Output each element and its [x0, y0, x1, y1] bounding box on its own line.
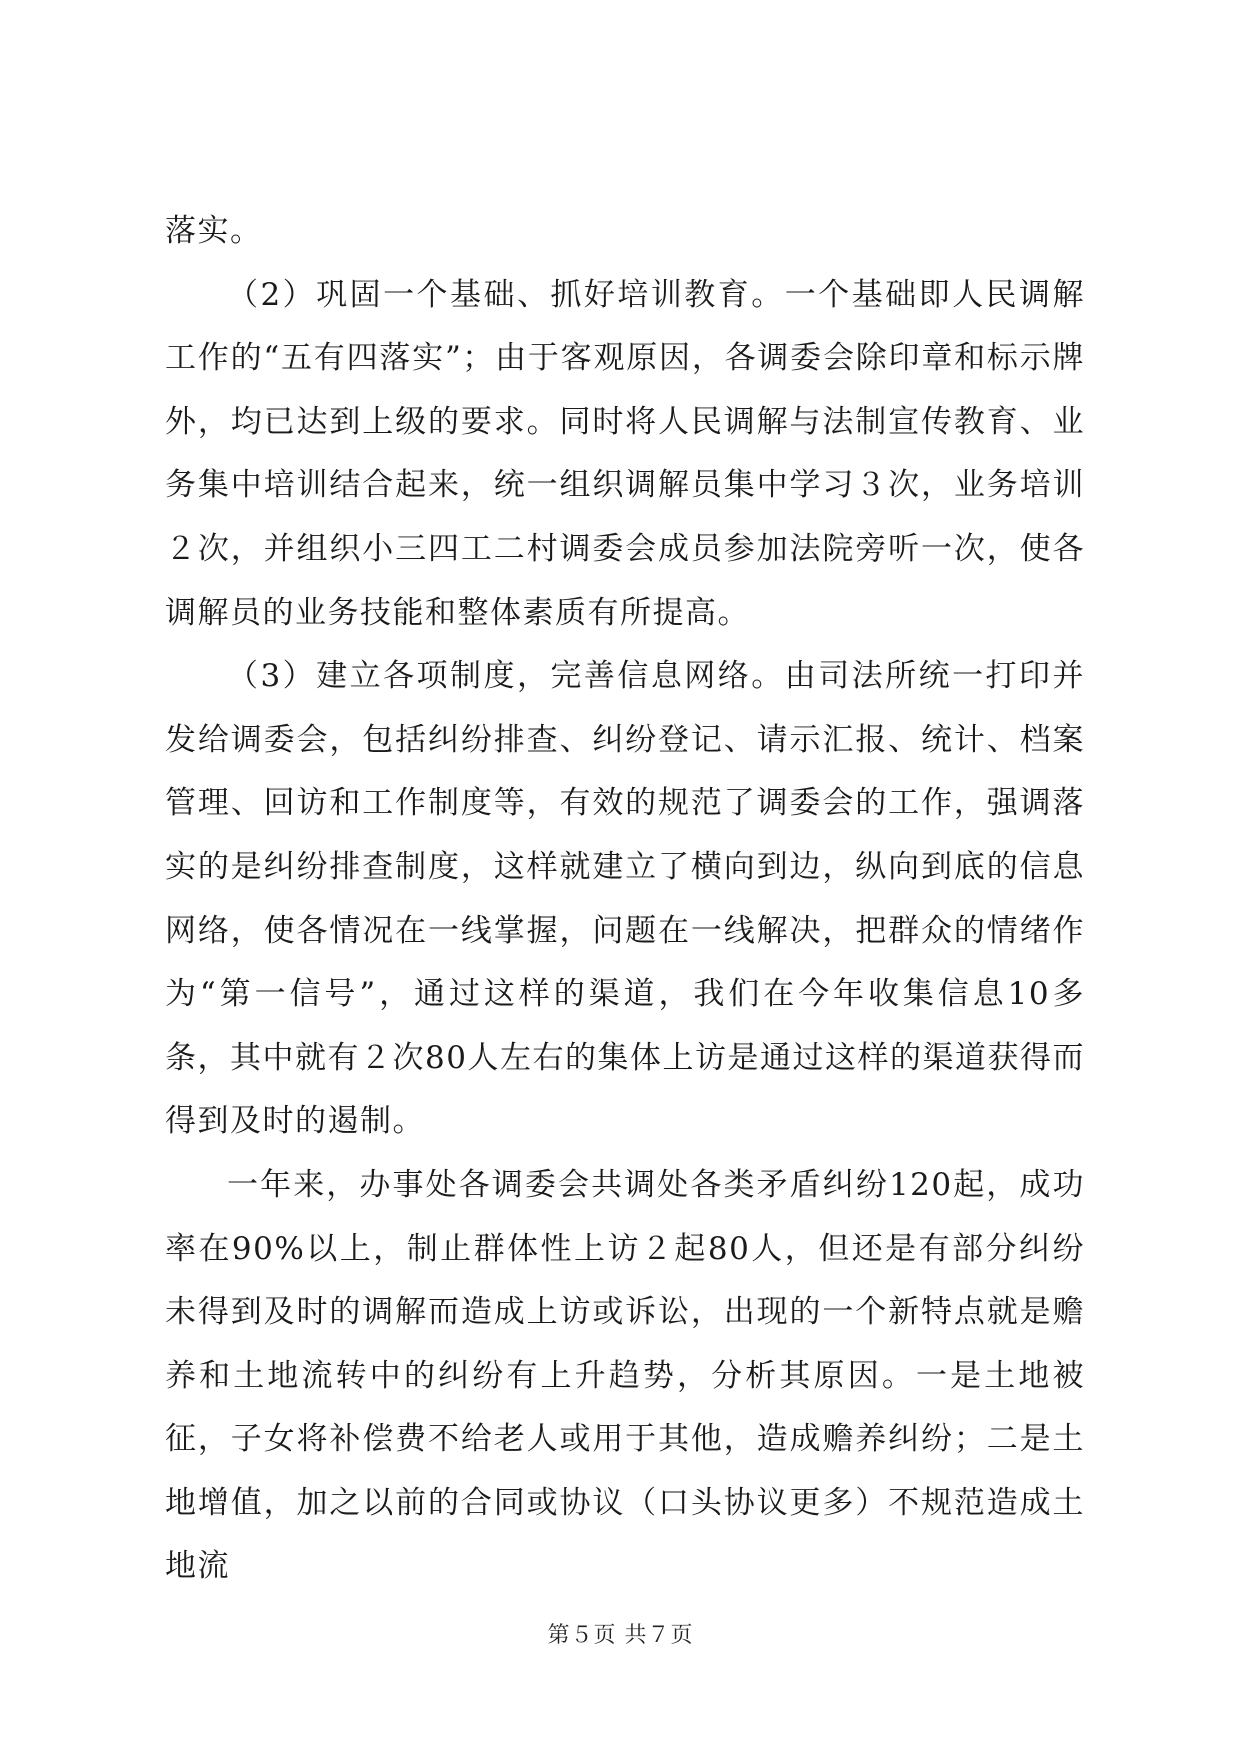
page-number-footer: 第５页 共７页	[547, 1623, 694, 1648]
paragraph-systems: （3）建立各项制度，完善信息网络。由司法所统一打印并发给调委会，包括纠纷排查、纠纷登记、请示汇报、统计、档案管理、回访和工作制度等，有效的规范了调委会的工作，强调落实的是纠纷排查制度，这样就建立了横向到边，纵向到底的信息网络，使各情况在一线掌握，问题在一线解决，把群众的情绪作为“第一信号”，通过这样的渠道，我们在今年收集信息10多条，其中就有２次80人左右的集体上访是通过这样的渠道获得而得到及时的遏制。	[165, 658, 1085, 1140]
paragraph-year-summary: 一年来，办事处各调委会共调处各类矛盾纠纷120起，成功率在90%以上，制止群体性上访２起80人，但还是有部分纠纷未得到及时的调解而造成上访或诉讼，出现的一个新特点就是赡养和土地流转中的纠纷有上升趋势，分析其原因。一是土地被征，子女将补偿费不给老人或用于其他，造成赡养纠纷；二是土地增值，加之以前的合同或协议（口头协议更多）不规范造成土地流	[165, 1166, 1085, 1585]
paragraph-continuation: 落实。	[165, 213, 263, 249]
paragraph-training: （2）巩固一个基础、抓好培训教育。一个基础即人民调解工作的“五有四落实”；由于客观原因，各调委会除印章和标示牌外，均已达到上级的要求。同时将人民调解与法制宣传教育、业务集中培训结合起来，统一组织调解员集中学习３次，业务培训２次，并组织小三四工二村调委会成员参加法院旁听一次，使各调解员的业务技能和整体素质有所提高。	[165, 276, 1085, 631]
document-body	[165, 200, 1085, 1599]
